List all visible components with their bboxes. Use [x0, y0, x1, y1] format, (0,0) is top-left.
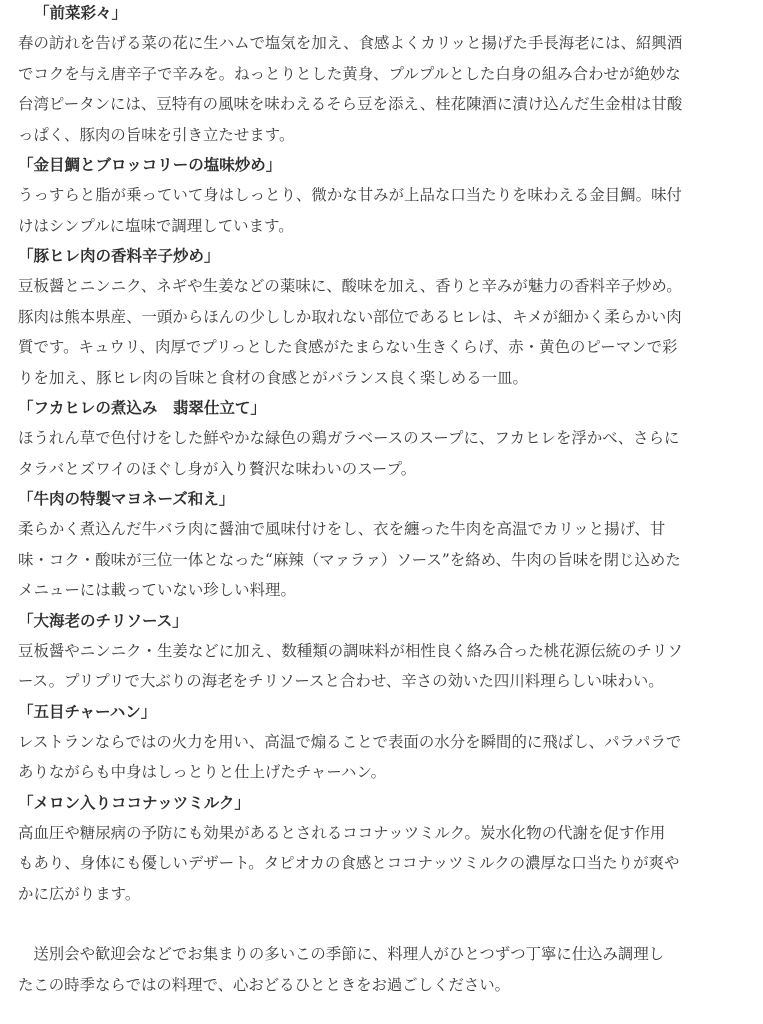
description-line: 味・コク・酸味が三位一体となった“麻辣（マァラァ）ソース”を絡め、牛肉の旨味を閉じ込めた: [18, 550, 681, 569]
description-line: かに広がります。: [18, 884, 141, 903]
description-line: 質です。キュウリ、肉厚でプリっとした食感がたまらない生きくらげ、赤・黄色のピーマンで彩: [18, 338, 678, 356]
dish-description: [18, 180, 740, 241]
description-line: っぱく、豚肉の旨味を引き立たせます。: [18, 125, 295, 144]
menu-item-ebi-chili: [18, 606, 740, 697]
description-line: もあり、身体にも優しいデザート。タピオカの食感とココナッツミルクの濃厚な口当たりが爽や: [18, 854, 680, 872]
description-line: タラバとズワイのほぐし身が入り贅沢な味わいのスープ。: [18, 459, 417, 478]
dish-description: [18, 818, 740, 910]
description-line: レストランならではの火力を用い、高温で煽ることで表面の水分を瞬間的に飛ばし、パラパラで: [18, 732, 682, 751]
description-line: ース。プリプリで大ぶりの海老をチリソースと合わせ、辛さの効いた四川料理らしい味わい。: [18, 672, 664, 690]
menu-item-kinmedai: [18, 150, 740, 241]
dish-title: 「牛肉の特製マヨネーズ和え」: [18, 490, 235, 508]
dish-title: 「五目チャーハン」: [18, 702, 157, 721]
description-line: うっすらと脂が乗っていて身はしっとり、微かな甘みが上品な口当たりを味わえる金目鯛。味付: [18, 186, 682, 204]
dish-title: 「フカヒレの煮込み 翡翠仕立て」: [18, 399, 266, 417]
description-line: けはシンプルに塩味で調理しています。: [18, 216, 294, 235]
dish-description: [18, 28, 740, 150]
menu-document: [18, 0, 740, 1015]
dish-title: 「メロン入りココナッツミルク」: [18, 793, 250, 812]
dish-title: 「前菜彩々」: [34, 4, 128, 22]
dish-description: [18, 727, 740, 788]
description-line: でコクを与え唐辛子で辛みを。ねっとりとした黄身、プルプルとした白身の組み合わせが絶妙な: [18, 64, 681, 83]
description-line: 台湾ピータンには、豆特有の風味を味わえるそら豆を添え、桂花陳酒に漬け込んだ生金柑は甘酸: [18, 95, 683, 113]
menu-item-fukahire: [18, 393, 740, 484]
dish-description: [18, 271, 740, 393]
dish-title: 「大海老のチリソース」: [18, 611, 188, 630]
description-line: 柔らかく煮込んだ牛バラ肉に醤油で風味付けをし、衣を纏った牛肉を高温でカリッと揚げ、甘: [18, 520, 666, 538]
closing-line: たこの時季ならではの料理で、心おどるひとときをお過ごしください。: [18, 975, 511, 994]
menu-item-gyuniku: [18, 484, 740, 606]
description-line: ありながらも中身はしっとりと仕上げたチャーハン。: [18, 763, 387, 781]
menu-item-chahan: [18, 697, 740, 788]
description-line: 豆板醤とニンニク、ネギや生姜などの薬味に、酸味を加え、香りと辛みが魅力の香料辛子炒め。: [18, 277, 682, 295]
description-line: 豚肉は熊本県産、一頭からほんの少ししか取れない部位であるヒレは、キメが細かく柔らかい肉: [18, 307, 682, 326]
description-line: 豆板醤やニンニク・生姜などに加え、数種類の調味料が相性良く絡み合った桃花源伝統のチリソ: [18, 641, 683, 660]
dish-title: 「金目鯛とブロッコリーの塩味炒め」: [18, 156, 282, 174]
dish-title: 「豚ヒレ肉の香料辛子炒め」: [18, 247, 220, 265]
menu-item-buta-hire: [18, 241, 740, 393]
description-line: メニューには載っていない珍しい料理。: [18, 581, 296, 599]
description-line: 高血圧や糖尿病の予防にも効果があるとされるココナッツミルク。炭水化物の代謝を促す作用: [18, 823, 666, 842]
menu-item-coconut-milk: [18, 788, 740, 910]
menu-item-zensai: [18, 0, 740, 150]
closing-line: 送別会や歓迎会などでお集まりの多いこの季節に、料理人がひとつずつ丁寧に仕込み調理し: [18, 945, 665, 963]
dish-description: [18, 514, 740, 606]
description-line: りを加え、豚ヒレ肉の旨味と食材の食感とがバランス良く楽しめる一皿。: [18, 368, 529, 387]
dish-description: [18, 636, 740, 697]
closing-message: [18, 939, 740, 1000]
description-line: ほうれん草で色付けをした鮮やかな緑色の鶏ガラベースのスープに、フカヒレを浮かべ、さらに: [18, 429, 680, 447]
dish-description: [18, 423, 740, 484]
description-line: 春の訪れを告げる菜の花に生ハムで塩気を加え、食感よくカリッと揚げた手長海老には、紹興酒: [18, 34, 683, 52]
